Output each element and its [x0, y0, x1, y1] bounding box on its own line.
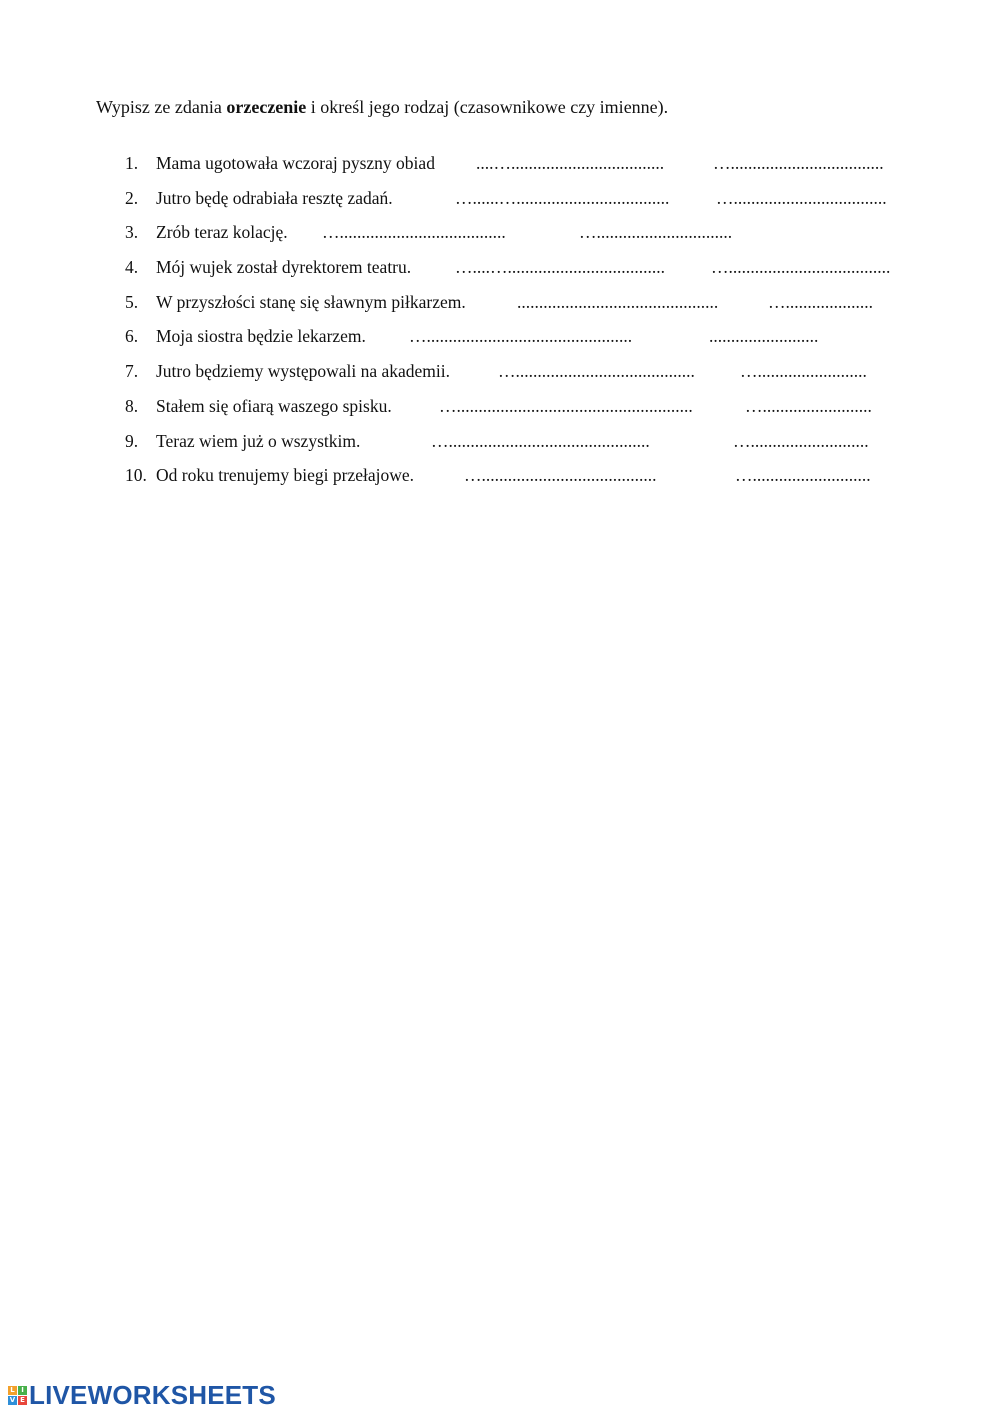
- item-number: 2.: [125, 187, 139, 208]
- answer-blank-type[interactable]: ….....................................: [711, 257, 891, 278]
- answer-blank-type[interactable]: ….........................: [745, 395, 872, 416]
- answer-blank-predicate[interactable]: ..............................................: [517, 291, 719, 312]
- answer-blank-predicate[interactable]: …......…...................................: [455, 187, 670, 208]
- exercise-item-3: [0, 221, 1000, 256]
- exercise-item-10: [0, 464, 1000, 499]
- item-number: 4.: [125, 257, 139, 278]
- answer-blank-type[interactable]: ….........................: [740, 361, 867, 382]
- item-sentence: Jutro będę odrabiała resztę zadań.: [156, 187, 393, 208]
- item-sentence: Teraz wiem już o wszystkim.: [156, 430, 361, 451]
- item-sentence: Jutro będziemy występowali na akademii.: [156, 361, 451, 382]
- exercise-item-5: [0, 291, 1000, 326]
- exercise-item-2: [0, 187, 1000, 222]
- instruction-keyword: orzeczenie: [226, 97, 307, 117]
- item-number: 9.: [125, 430, 139, 451]
- exercise-item-1: [0, 152, 1000, 187]
- answer-blank-type[interactable]: …...................................: [713, 153, 884, 173]
- item-sentence: Stałem się ofiarą waszego spisku.: [156, 395, 392, 416]
- item-sentence: Mój wujek został dyrektorem teatru.: [156, 257, 412, 278]
- exercise-item-6: [0, 325, 1000, 360]
- exercise-item-8: [0, 395, 1000, 430]
- instruction-before: Wypisz ze zdania: [96, 97, 227, 117]
- exercise-item-7: [0, 360, 1000, 395]
- logo-block: I: [18, 1386, 27, 1395]
- item-sentence: Od roku trenujemy biegi przełajowe.: [156, 465, 415, 486]
- liveworksheets-logo: [8, 1380, 276, 1410]
- instruction-text: [96, 96, 668, 118]
- logo-block: V: [9, 1395, 16, 1404]
- answer-blank-type[interactable]: …...........................: [733, 430, 869, 451]
- answer-blank-type[interactable]: …....................: [768, 291, 873, 312]
- answer-blank-predicate[interactable]: …....…....................................: [455, 257, 665, 278]
- answer-blank-predicate[interactable]: …...............................................: [409, 326, 633, 347]
- answer-blank-predicate[interactable]: ….........................................: [498, 361, 695, 382]
- logo-block: L: [8, 1386, 17, 1395]
- answer-blank-predicate[interactable]: …......................................: [322, 222, 506, 243]
- item-number: 1.: [125, 153, 139, 173]
- instruction-after: i określ jego rodzaj (czasownikowe czy imienne).: [306, 97, 669, 117]
- item-number: 8.: [125, 395, 139, 416]
- answer-blank-type[interactable]: …...................................: [716, 187, 887, 208]
- exercise-list: [0, 152, 1000, 499]
- exercise-item-9: [0, 430, 1000, 465]
- answer-blank-type[interactable]: …...........................: [735, 465, 871, 486]
- item-number: 5.: [125, 291, 139, 312]
- logo-text: LIVEWORKSHEETS: [29, 1379, 276, 1410]
- item-sentence: Zrób teraz kolację.: [156, 222, 288, 243]
- answer-blank-predicate[interactable]: …..............................................: [431, 430, 650, 451]
- exercise-item-4: [0, 256, 1000, 291]
- item-sentence: Mama ugotowała wczoraj pyszny obiad: [156, 153, 435, 173]
- item-number: 7.: [125, 361, 139, 382]
- answer-blank-type[interactable]: .........................: [709, 326, 819, 347]
- item-number: 3.: [125, 222, 139, 243]
- item-number: 6.: [125, 326, 139, 347]
- logo-blocks-icon: [8, 1386, 27, 1405]
- answer-blank-predicate[interactable]: ....…...................................: [476, 153, 665, 173]
- item-number: 10.: [125, 465, 147, 486]
- answer-blank-type[interactable]: …...............................: [579, 222, 733, 243]
- answer-blank-predicate[interactable]: …......................................................: [439, 395, 693, 416]
- logo-block: E: [18, 1396, 27, 1405]
- item-sentence: W przyszłości stanę się sławnym piłkarzem.: [156, 291, 466, 312]
- answer-blank-predicate[interactable]: …........................................: [464, 465, 657, 486]
- item-sentence: Moja siostra będzie lekarzem.: [156, 326, 366, 347]
